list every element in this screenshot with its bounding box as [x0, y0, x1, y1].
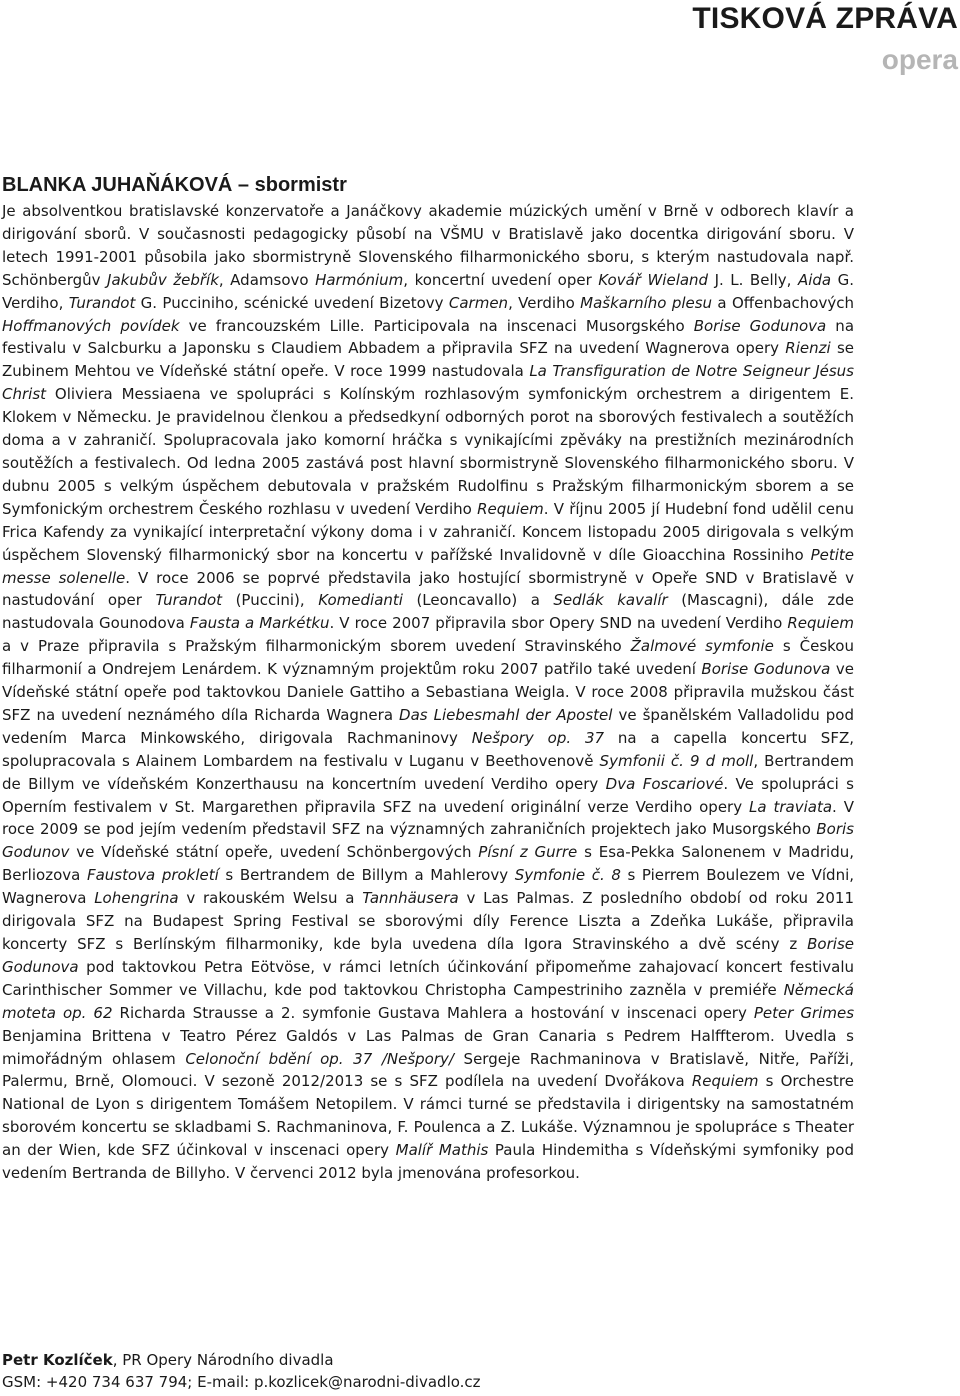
- bio-text-run: , Adamsovo: [218, 270, 316, 289]
- bio-text-run: ve francouzském Lille. Participovala na inscenaci Musorgského: [179, 316, 694, 335]
- bio-text-run: . V roce 2007 připravila sbor Opery SND na uvedení Verdiho: [329, 614, 788, 633]
- work-title: Komedianti: [318, 591, 403, 610]
- bio-text-run: Je absolventkou bratislavské konzervatoře a Janáčkovy akademie múzických umění v Brně v odborech klavír a dirigování sborů. V současnosti pedagogicky působí na VŠMU v Bratislavě jako docentka dirigování sboru. V letech 1991-2001 působila jako sbormistryně Slovenského filharmonického sboru, s kterým nastudovala např. Schönbergův: [2, 202, 854, 289]
- bio-text-run: Sergeje Rachmaninova v Bratislavě, Nitře, Paříži, Palermu, Brně, Olomouci. V sezoně 2012/2013 se s SFZ podílela na uvedení Dvořákova: [2, 1049, 854, 1091]
- bio-text-run: (Mascagni), dále zde nastudovala Gounodova: [2, 591, 854, 633]
- work-title: Turandot: [68, 293, 136, 312]
- bio-text-run: pod taktovkou Petra Eötvöse, v rámci letních účinkování připomeňme zahajovací koncert festivalu Carinthischer Sommer ve Villachu, kde pod taktovkou Christopha Campestriniho zazněla v premiéře: [2, 957, 854, 999]
- work-title: Peter Grimes: [753, 1003, 855, 1022]
- work-title: Nešpory op. 37: [471, 728, 605, 747]
- press-release-title: TISKOVÁ ZPRÁVA: [692, 2, 958, 35]
- bio-text-run: G. Verdiho,: [2, 270, 854, 312]
- bio-text-run: na festivalu v Salcburku a Japonsku s Claudiem Abbadem a připravila SFZ na uvedení Wagnerova opery: [2, 316, 855, 358]
- work-title: Písní z Gurre: [478, 843, 578, 862]
- bio-text-run: s Orchestre National de Lyon s dirigentem Tomášem Netopilem. V rámci turné se představila i dirigentsky na samostatném sborovém koncertu se skladbami S. Rachmaninova, F. Poulenca a Z. Lukáše. Významnou je spolupráce s Theater an der Wien, kde SFZ účinkoval v inscenaci opery: [2, 1072, 855, 1160]
- work-title: La traviata: [749, 797, 833, 816]
- bio-text-run: (Puccini),: [222, 591, 319, 610]
- bio-text-run: . Ve spolupráci s Operním festivalem v St. Margarethen připravila SFZ na uvedení originální verze Verdiho opery: [2, 774, 854, 816]
- bio-text-run: . V roce 2009 se pod jejím vedením představil SFZ na významných zahraničních projektech jako Musorgského: [2, 797, 854, 839]
- contact-block: [2, 1349, 481, 1393]
- work-title: Kovář Wieland: [598, 270, 709, 289]
- work-title: Malíř Mathis: [395, 1141, 489, 1160]
- bio-text-run: Oliviera Messiaena ve spolupráci s Kolínským rozhlasovým symfonickým orchestrem a dirigentem E. Klokem v Německu. Je pravidelnou členkou a předsedkyní odborných porot na sborových festivalech a soutěžích doma a v zahraničí. Spolupracovala jako komorní hráčka s vynikajícími zpěváky na prestižních mezinárodních soutěžích a festivalech. Od ledna 2005 zastává post hlavní sbormistryně Slovenského filharmonického sboru. V dubnu 2005 s velkým úspěchem debutovala v pražském Rudolfinu s Pražským filharmonickým sborem a se Symfonickým orchestrem Českého rozhlasu v uvedení Verdiho: [2, 385, 854, 518]
- press-release-category: opera: [881, 44, 958, 75]
- work-title: Rienzi: [785, 339, 831, 358]
- bio-text-run: , Verdiho: [508, 293, 581, 312]
- bio-text-run: G. Pucciniho, scénické uvedení Bizetovy: [135, 293, 449, 312]
- work-title: Das Liebesmahl der Apostel: [399, 705, 613, 724]
- work-title: Fausta a Markétku: [189, 614, 330, 633]
- work-title: Carmen: [448, 293, 509, 312]
- bio-text-run: . V říjnu 2005 jí Hudební fond udělil cenu Frica Kafendy za vynikající interpretační výkony doma i v zahraničí. Koncem listopadu 2005 dirigovala s velkým úspěchem Slovenský filharmonický sbor na koncertu v pařížské Invalidovně v díle Gioacchina Rossiniho: [2, 499, 854, 564]
- bio-text-run: s Českou filharmonií a Ondrejem Lenárdem. K významným projektům roku 2007 patřilo také uvedení: [2, 637, 854, 679]
- work-title: Dva Foscariové: [605, 774, 724, 793]
- work-title: Žalmové symfonie: [630, 637, 774, 656]
- contact-role: , PR Opery Národního divadla: [112, 1351, 334, 1369]
- work-title: Borise Godunova: [693, 316, 827, 335]
- work-title: Aida: [797, 270, 832, 289]
- work-title: Borise Godunova: [2, 935, 854, 976]
- work-title: Petite messe solenelle: [2, 545, 854, 587]
- work-title: Turandot: [155, 591, 223, 610]
- work-title: Symfonie č. 8: [514, 866, 621, 885]
- bio-text-run: ve španělském Valladolidu pod vedením Marca Minkowského, dirigovala Rachmaninovy: [2, 705, 854, 747]
- work-title: Celonoční bdění op. 37 /Nešpory/: [185, 1049, 454, 1068]
- work-title: Harmónium: [315, 270, 404, 289]
- contact-details: GSM: +420 734 637 794; E-mail: p.kozlicek@narodni-divadlo.cz: [2, 1373, 481, 1391]
- bio-text-run: Paula Hindemitha s Vídeňskými symfoniky pod vedením Bertranda de Billyho. V červenci 2012 byla jmenována profesorkou.: [2, 1141, 854, 1183]
- bio-text-run: na a capella koncertu SFZ, spolupracovala s Alainem Lombardem na festivalu v Luganu v Beethovenově: [2, 728, 854, 770]
- bio-text-run: a v Praze připravila s Pražským filharmonickým sborem uvedení Stravinského: [2, 637, 631, 656]
- work-title: Maškarního plesu: [580, 293, 713, 312]
- contact-name-line: [2, 1349, 481, 1371]
- work-title: Hoffmanových povídek: [2, 316, 180, 335]
- work-title: Borise Godunova: [701, 660, 831, 679]
- bio-body-text: [2, 200, 854, 1185]
- bio-text-run: Richarda Strausse a 2. symfonie Gustava Mahlera a hostování v inscenaci opery: [112, 1003, 754, 1022]
- bio-text-run: ve Vídeňské státní opeře pod taktovkou Daniele Gattiho a Sebastiana Weigla. V roce 2008 připravila mužskou část SFZ na uvedení neznámého díla Richarda Wagnera: [2, 660, 855, 724]
- work-title: Faustova prokletí: [86, 866, 219, 885]
- work-title: Requiem: [477, 499, 544, 518]
- work-title: Sedlák kavalír: [553, 591, 668, 610]
- work-title: Requiem: [691, 1072, 759, 1091]
- work-title: La Transfiguration de Notre Seigneur Jésus Christ: [2, 362, 854, 404]
- bio-text-run: s Pierrem Boulezem ve Vídni, Wagnerova: [2, 866, 855, 908]
- bio-text-run: , Bertrandem de Billym ve vídeňském Konzerthausu na koncertním uvedení Verdiho opery: [2, 751, 854, 793]
- bio-text-run: s Esa-Pekka Salonenem v Madridu, Berliozova: [2, 843, 854, 885]
- bio-heading: BLANKA JUHAŇÁKOVÁ – sbormistr: [2, 174, 347, 196]
- bio-text-run: , koncertní uvedení oper: [403, 270, 599, 289]
- bio-text-run: a Offenbachových: [712, 293, 854, 312]
- contact-name: Petr Kozlíček: [2, 1351, 113, 1369]
- work-title: Boris Godunov: [2, 820, 854, 862]
- work-title: Requiem: [787, 614, 855, 633]
- work-title: Symfonii č. 9 d moll: [599, 751, 754, 770]
- bio-text-run: v Las Palmas. Z posledního období od roku 2011 dirigovala SFZ na Budapest Spring Festival se sborovými díly Ference Liszta a Zdeňka Lukáše, připravila koncerty SFZ s Berlínským filharmoniky, kde byla uvedena díla Igora Stravinského a dvě scény z: [2, 889, 854, 953]
- work-title: Německá moteta op. 62: [2, 980, 854, 1022]
- bio-text-run: ve Vídeňské státní opeře, uvedení Schönbergových: [69, 843, 479, 862]
- bio-text-run: se Zubinem Mehtou ve Vídeňské státní opeře. V roce 1999 nastudovala: [2, 339, 854, 381]
- bio-text-run: . V roce 2006 se poprvé představila jako hostující sbormistryně v Opeře SND v Bratislavě v nastudování oper: [2, 568, 854, 610]
- bio-text-run: s Bertrandem de Billym a Mahlerovy: [218, 866, 515, 885]
- bio-text-run: J. L. Belly,: [708, 270, 798, 289]
- work-title: Jakubův žebřík: [107, 270, 219, 289]
- work-title: Tannhäusera: [362, 889, 459, 908]
- work-title: Lohengrina: [94, 889, 179, 908]
- bio-text-run: v rakouském Welsu a: [178, 889, 363, 908]
- bio-text-run: Benjamina Brittena v Teatro Pérez Galdós v Las Palmas de Gran Canaria s Pedrem Halffterom. Uvedla s mimořádným ohlasem: [2, 1026, 854, 1068]
- bio-text-run: (Leoncavallo) a: [402, 591, 554, 610]
